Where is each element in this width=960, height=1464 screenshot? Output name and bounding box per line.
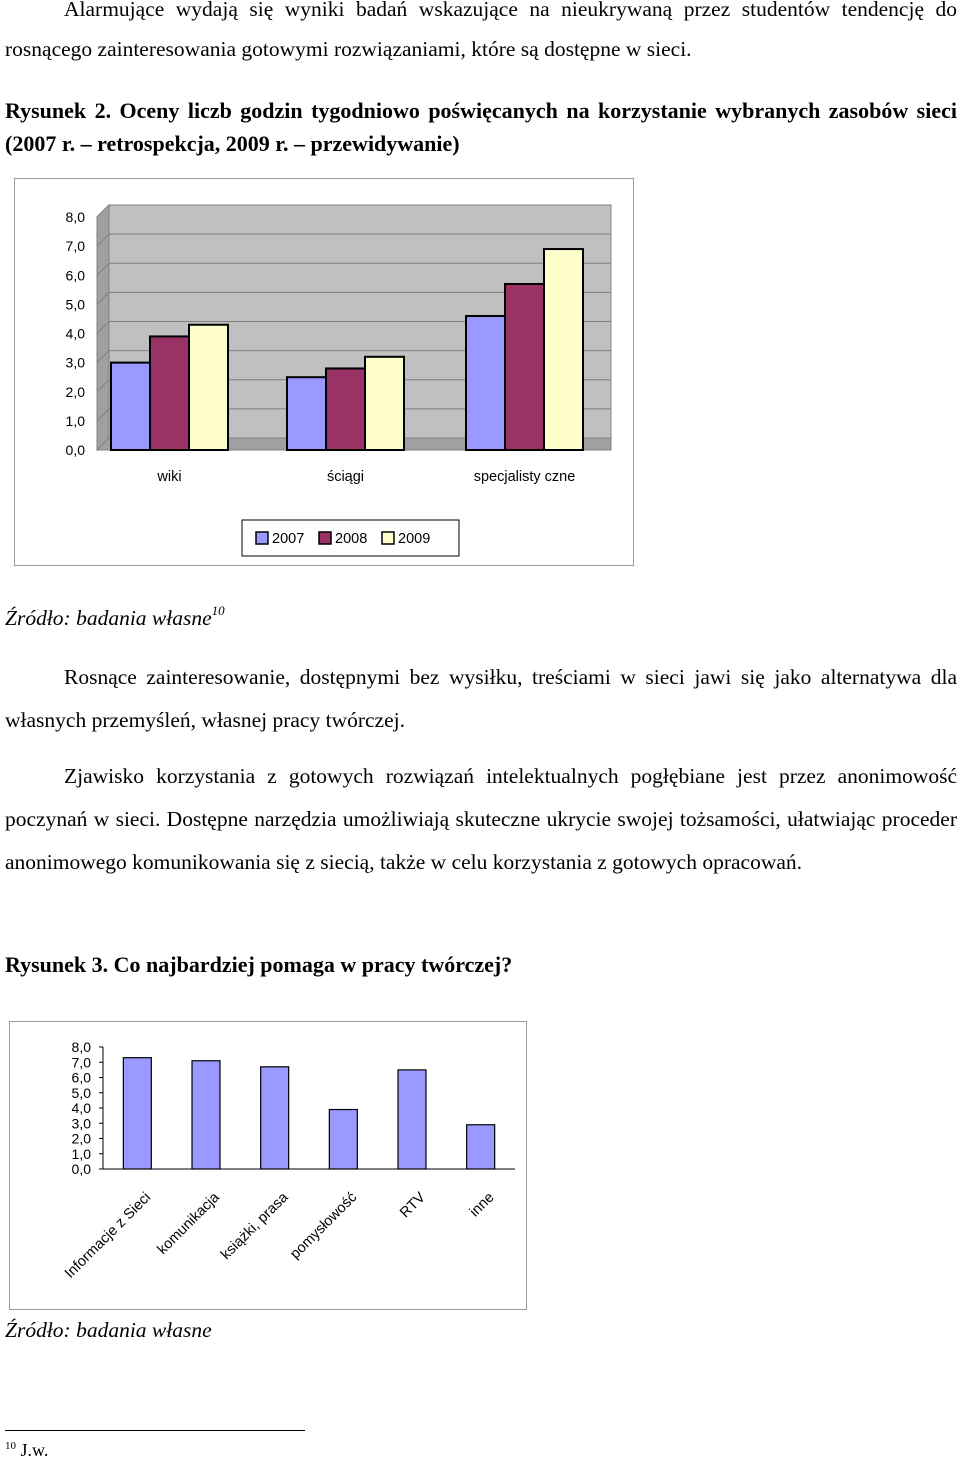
y-tick-label: 1,0 bbox=[71, 1145, 91, 1162]
bar bbox=[287, 377, 326, 450]
x-tick-label: wiki bbox=[157, 469, 182, 485]
y-tick-label: 5,0 bbox=[71, 1084, 91, 1101]
y-tick-label: 3,0 bbox=[65, 354, 85, 371]
figure2-chart-svg bbox=[15, 179, 635, 567]
intro-paragraph: Alarmujące wydają się wyniki badań wskazujące na nieukrywaną przez studentów tendencję do rosnącego zainteresowania gotowymi rozwiązaniami, które są dostępne w sieci. bbox=[5, 0, 957, 61]
y-tick-label: 2,0 bbox=[65, 383, 85, 400]
y-tick-label: 3,0 bbox=[71, 1115, 91, 1132]
y-tick-label: 2,0 bbox=[71, 1130, 91, 1147]
y-tick-label: 0,0 bbox=[65, 442, 85, 458]
x-tick-label: ściągi bbox=[326, 469, 365, 485]
bar bbox=[544, 249, 583, 450]
figure2-source-text: Źródło: badania własne bbox=[5, 606, 212, 630]
x-tick-label: specjalisty czne bbox=[473, 469, 576, 485]
y-tick-label: 8,0 bbox=[65, 209, 85, 225]
y-tick-label: 4,0 bbox=[71, 1100, 91, 1116]
bar bbox=[326, 368, 365, 450]
footnote-number: 10 bbox=[5, 1440, 16, 1452]
bar bbox=[150, 336, 189, 450]
footnote-separator bbox=[5, 1430, 305, 1431]
footnote-reference: 10 bbox=[211, 603, 225, 618]
legend-swatch bbox=[256, 532, 268, 544]
legend-swatch bbox=[382, 532, 394, 544]
bar bbox=[505, 284, 544, 450]
y-tick-label: 6,0 bbox=[71, 1069, 91, 1086]
y-tick-label: 4,0 bbox=[65, 325, 85, 342]
legend-label: 2008 bbox=[335, 531, 368, 547]
x-tick-label: książki, prasa bbox=[218, 1189, 292, 1263]
paragraph-3: Zjawisko korzystania z gotowych rozwiązań intelektualnych pogłębiane jest przez anonimowość poczynań w sieci. Dostępne narzędzia umożliwiają skuteczne ukrycie swojej tożsamości, ułatwiając proceder anonimowego komunikowania się z siecią, także w celu korzystania z gotowych opracowań. bbox=[5, 764, 957, 874]
bar bbox=[111, 363, 150, 450]
y-tick-label: 5,0 bbox=[65, 296, 85, 313]
bar bbox=[329, 1110, 357, 1169]
bar bbox=[466, 316, 505, 450]
x-tick-label: RTV bbox=[397, 1189, 429, 1222]
bar bbox=[261, 1067, 289, 1169]
bar bbox=[467, 1125, 495, 1169]
figure3-chart bbox=[9, 1021, 527, 1310]
legend-label: 2007 bbox=[272, 531, 305, 547]
bar bbox=[123, 1058, 151, 1169]
legend-swatch bbox=[319, 532, 331, 544]
y-tick-label: 7,0 bbox=[65, 238, 85, 255]
figure3-heading: Rysunek 3. Co najbardziej pomaga w pracy twórczej? bbox=[5, 952, 513, 977]
x-tick-label: Informacje z Sieci bbox=[61, 1189, 155, 1282]
figure2-heading: Rysunek 2. Oceny liczb godzin tygodniowo poświęcanych na korzystanie wybranych zasobów sieci (2007 r. – retrospekcja, 2009 r. – przewidywanie) bbox=[5, 98, 957, 156]
figure2-chart bbox=[14, 178, 634, 566]
y-tick-label: 7,0 bbox=[71, 1054, 91, 1071]
legend bbox=[242, 520, 459, 556]
y-tick-label: 1,0 bbox=[65, 412, 85, 429]
figure3-source: Źródło: badania własne bbox=[5, 1318, 212, 1342]
bar bbox=[365, 357, 404, 450]
y-tick-label: 8,0 bbox=[71, 1039, 91, 1055]
figure2-source bbox=[5, 603, 225, 631]
bar bbox=[189, 325, 228, 450]
bar bbox=[192, 1061, 220, 1169]
y-tick-label: 6,0 bbox=[65, 267, 85, 284]
footnote bbox=[5, 1440, 48, 1461]
paragraph-2: Rosnące zainteresowanie, dostępnymi bez wysiłku, treściami w sieci jawi się jako alternatywa dla własnych przemyśleń, własnej pracy twórczej. bbox=[5, 665, 957, 732]
footnote-text: J.w. bbox=[20, 1440, 49, 1460]
bar bbox=[398, 1070, 426, 1169]
x-tick-label: pomysłowość bbox=[287, 1189, 361, 1263]
legend-label: 2009 bbox=[398, 531, 431, 547]
x-tick-label: komunikacja bbox=[154, 1189, 223, 1258]
y-tick-label: 0,0 bbox=[71, 1161, 91, 1177]
figure3-chart-svg bbox=[10, 1022, 528, 1311]
x-tick-label: inne bbox=[466, 1189, 498, 1221]
